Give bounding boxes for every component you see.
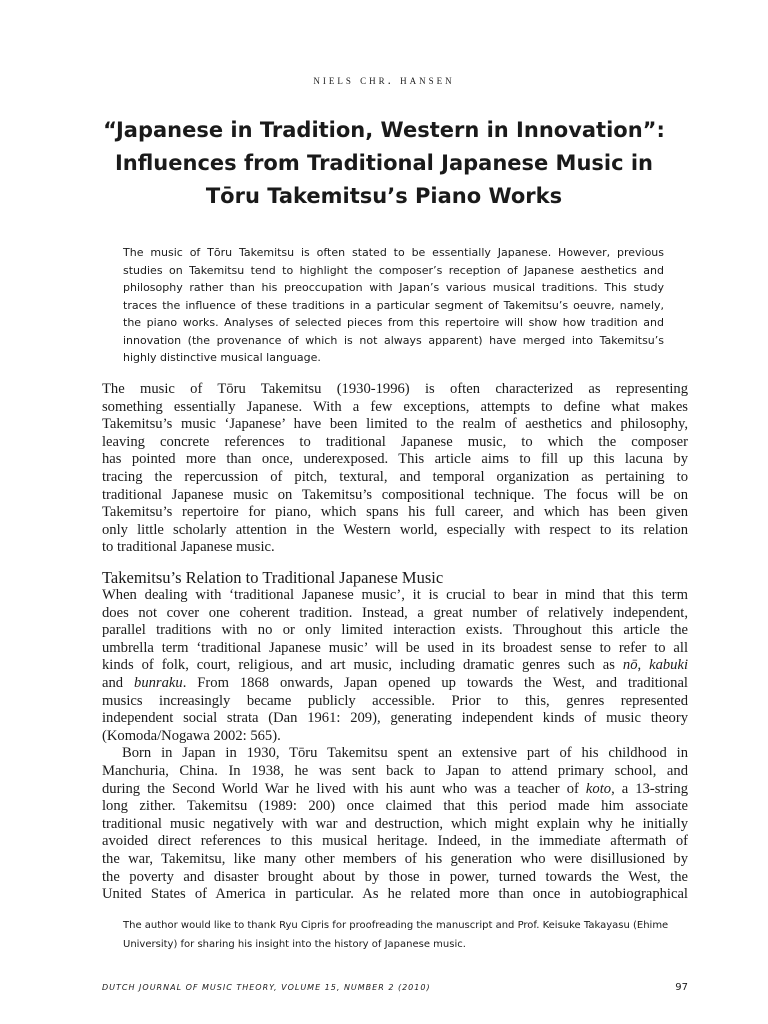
line-text: and (102, 674, 135, 691)
footnote (123, 916, 668, 954)
title-line: Tōru Takemitsu’s Piano Works (205, 184, 563, 208)
body-line: does not cover one coherent tradition. Instead, a great number of relatively independent, (102, 604, 688, 621)
body-line (102, 657, 688, 675)
body-line: traditional music negatively with war and destruction, which might explain why he initially (102, 815, 688, 832)
body-line: When dealing with ‘traditional Japanese music’, it is crucial to bear in mind that this term (102, 587, 688, 603)
journal-citation: DUTCH JOURNAL OF MUSIC THEORY, VOLUME 15, NUMBER 2 (2010) (102, 983, 431, 992)
line-text: . From 1868 onwards, Japan opened up towards the West, and traditional (182, 674, 688, 691)
page-number: 97 (675, 982, 688, 993)
abstract-line: traces the influence of these traditions in a particular segment of Takemitsu’s oeuvre, namely, (123, 298, 664, 312)
section-heading: Takemitsu’s Relation to Traditional Japanese Music (102, 568, 444, 587)
body-line: leaving concrete references to traditional Japanese music, to which the composer (102, 433, 688, 450)
abstract-line: innovation (the provenance of which is not always apparent) have merged into Takemitsu’s (123, 333, 664, 347)
body-line: the war, Takemitsu, like many other members of his generation who were disillusioned by (102, 850, 688, 867)
body-line: the poverty and disaster brought about by those in power, turned towards the West, the (102, 868, 688, 885)
title-line: Influences from Traditional Japanese Music in (114, 151, 654, 175)
term-italic: koto (585, 780, 612, 797)
body-line (102, 781, 688, 799)
body-line: musics increasingly became publicly accessible. Prior to this, genres represented (102, 692, 688, 709)
footnote-line: University) for sharing his insight into the history of Japanese music. (123, 939, 466, 950)
body-line: to traditional Japanese music. (102, 539, 275, 556)
term-italic: kabuki (649, 657, 688, 674)
abstract (123, 244, 664, 367)
body-line: The music of Tōru Takemitsu (1930-1996) is often characterized as representing (102, 381, 688, 397)
author-name: niels chr. hansen (313, 72, 455, 87)
body-line: parallel traditions with no or only limited interaction exists. Throughout this article the (102, 622, 688, 639)
body-line: Takemitsu’s repertoire for piano, which spans his full career, and which has been given (102, 504, 688, 521)
body-line: Born in Japan in 1930, Tōru Takemitsu spent an extensive part of his childhood in (122, 745, 688, 762)
footnote-line: The author would like to thank Ryu Cipris for proofreading the manuscript and Prof. Keisuke Takayasu (Ehime (123, 920, 669, 931)
body-line: Takemitsu’s music ‘Japanese’ have been limited to the realm of aesthetics and philosophy, (102, 416, 688, 433)
body-line: has pointed more than once, underexposed. This article aims to fill up this lacuna by (102, 451, 688, 468)
body-line: tracing the repercussion of pitch, textural, and temporal organization as pertaining to (102, 468, 688, 485)
abstract-line: philosophy rather than his preoccupation with Japan’s various musical traditions. This study (123, 281, 664, 294)
body-line: Manchuria, China. In 1938, he was sent back to Japan to attend primary school, and (102, 762, 688, 779)
line-text: , a 13-string (611, 780, 688, 797)
body-line: avoided direct references to this musical heritage. Indeed, in the immediate aftermath of (102, 833, 688, 850)
body-line: long zither. Takemitsu (1989: 200) once claimed that this period made him associate (102, 798, 688, 815)
abstract-line: The music of Tōru Takemitsu is often stated to be essentially Japanese. However, previous (123, 246, 664, 259)
body-line: (Komoda/Nogawa 2002: 565). (102, 727, 281, 744)
body-line: something essentially Japanese. With a few exceptions, attempts to define what makes (102, 398, 688, 415)
intro-paragraph (102, 381, 688, 557)
term-italic: nō (622, 657, 638, 674)
paper-title (96, 114, 672, 213)
abstract-line: the piano works. Analyses of selected pieces from this repertoire will show how tradition and (123, 316, 664, 329)
abstract-line: highly distinctive musical language. (123, 351, 321, 364)
line-text: during the Second World War he lived with his aunt who was a teacher of (102, 780, 586, 797)
line-text: , (637, 657, 650, 674)
title-line: “Japanese in Tradition, Western in Innovation”: (103, 118, 665, 142)
line-text: kinds of folk, court, religious, and art music, including dramatic genres such as (102, 657, 623, 674)
term-italic: bunraku (134, 674, 183, 691)
body-line: umbrella term ‘traditional Japanese music’ will be used in its broadest sense to refer to all (102, 639, 688, 656)
section-body (102, 587, 688, 904)
body-line: traditional Japanese music on Takemitsu’s compositional technique. The focus will be on (102, 486, 688, 503)
journal-footer (102, 982, 688, 993)
body-line: independent social strata (Dan 1961: 209), generating independent kinds of music theory (102, 710, 688, 727)
abstract-line: studies on Takemitsu tend to highlight the composer’s reception of Japanese aesthetics and (123, 263, 664, 277)
body-line: only little scholarly attention in the Western world, especially with respect to its relation (102, 521, 688, 538)
body-line: United States of America in particular. As he related more than once in autobiographical (102, 886, 688, 903)
body-line (102, 675, 688, 693)
